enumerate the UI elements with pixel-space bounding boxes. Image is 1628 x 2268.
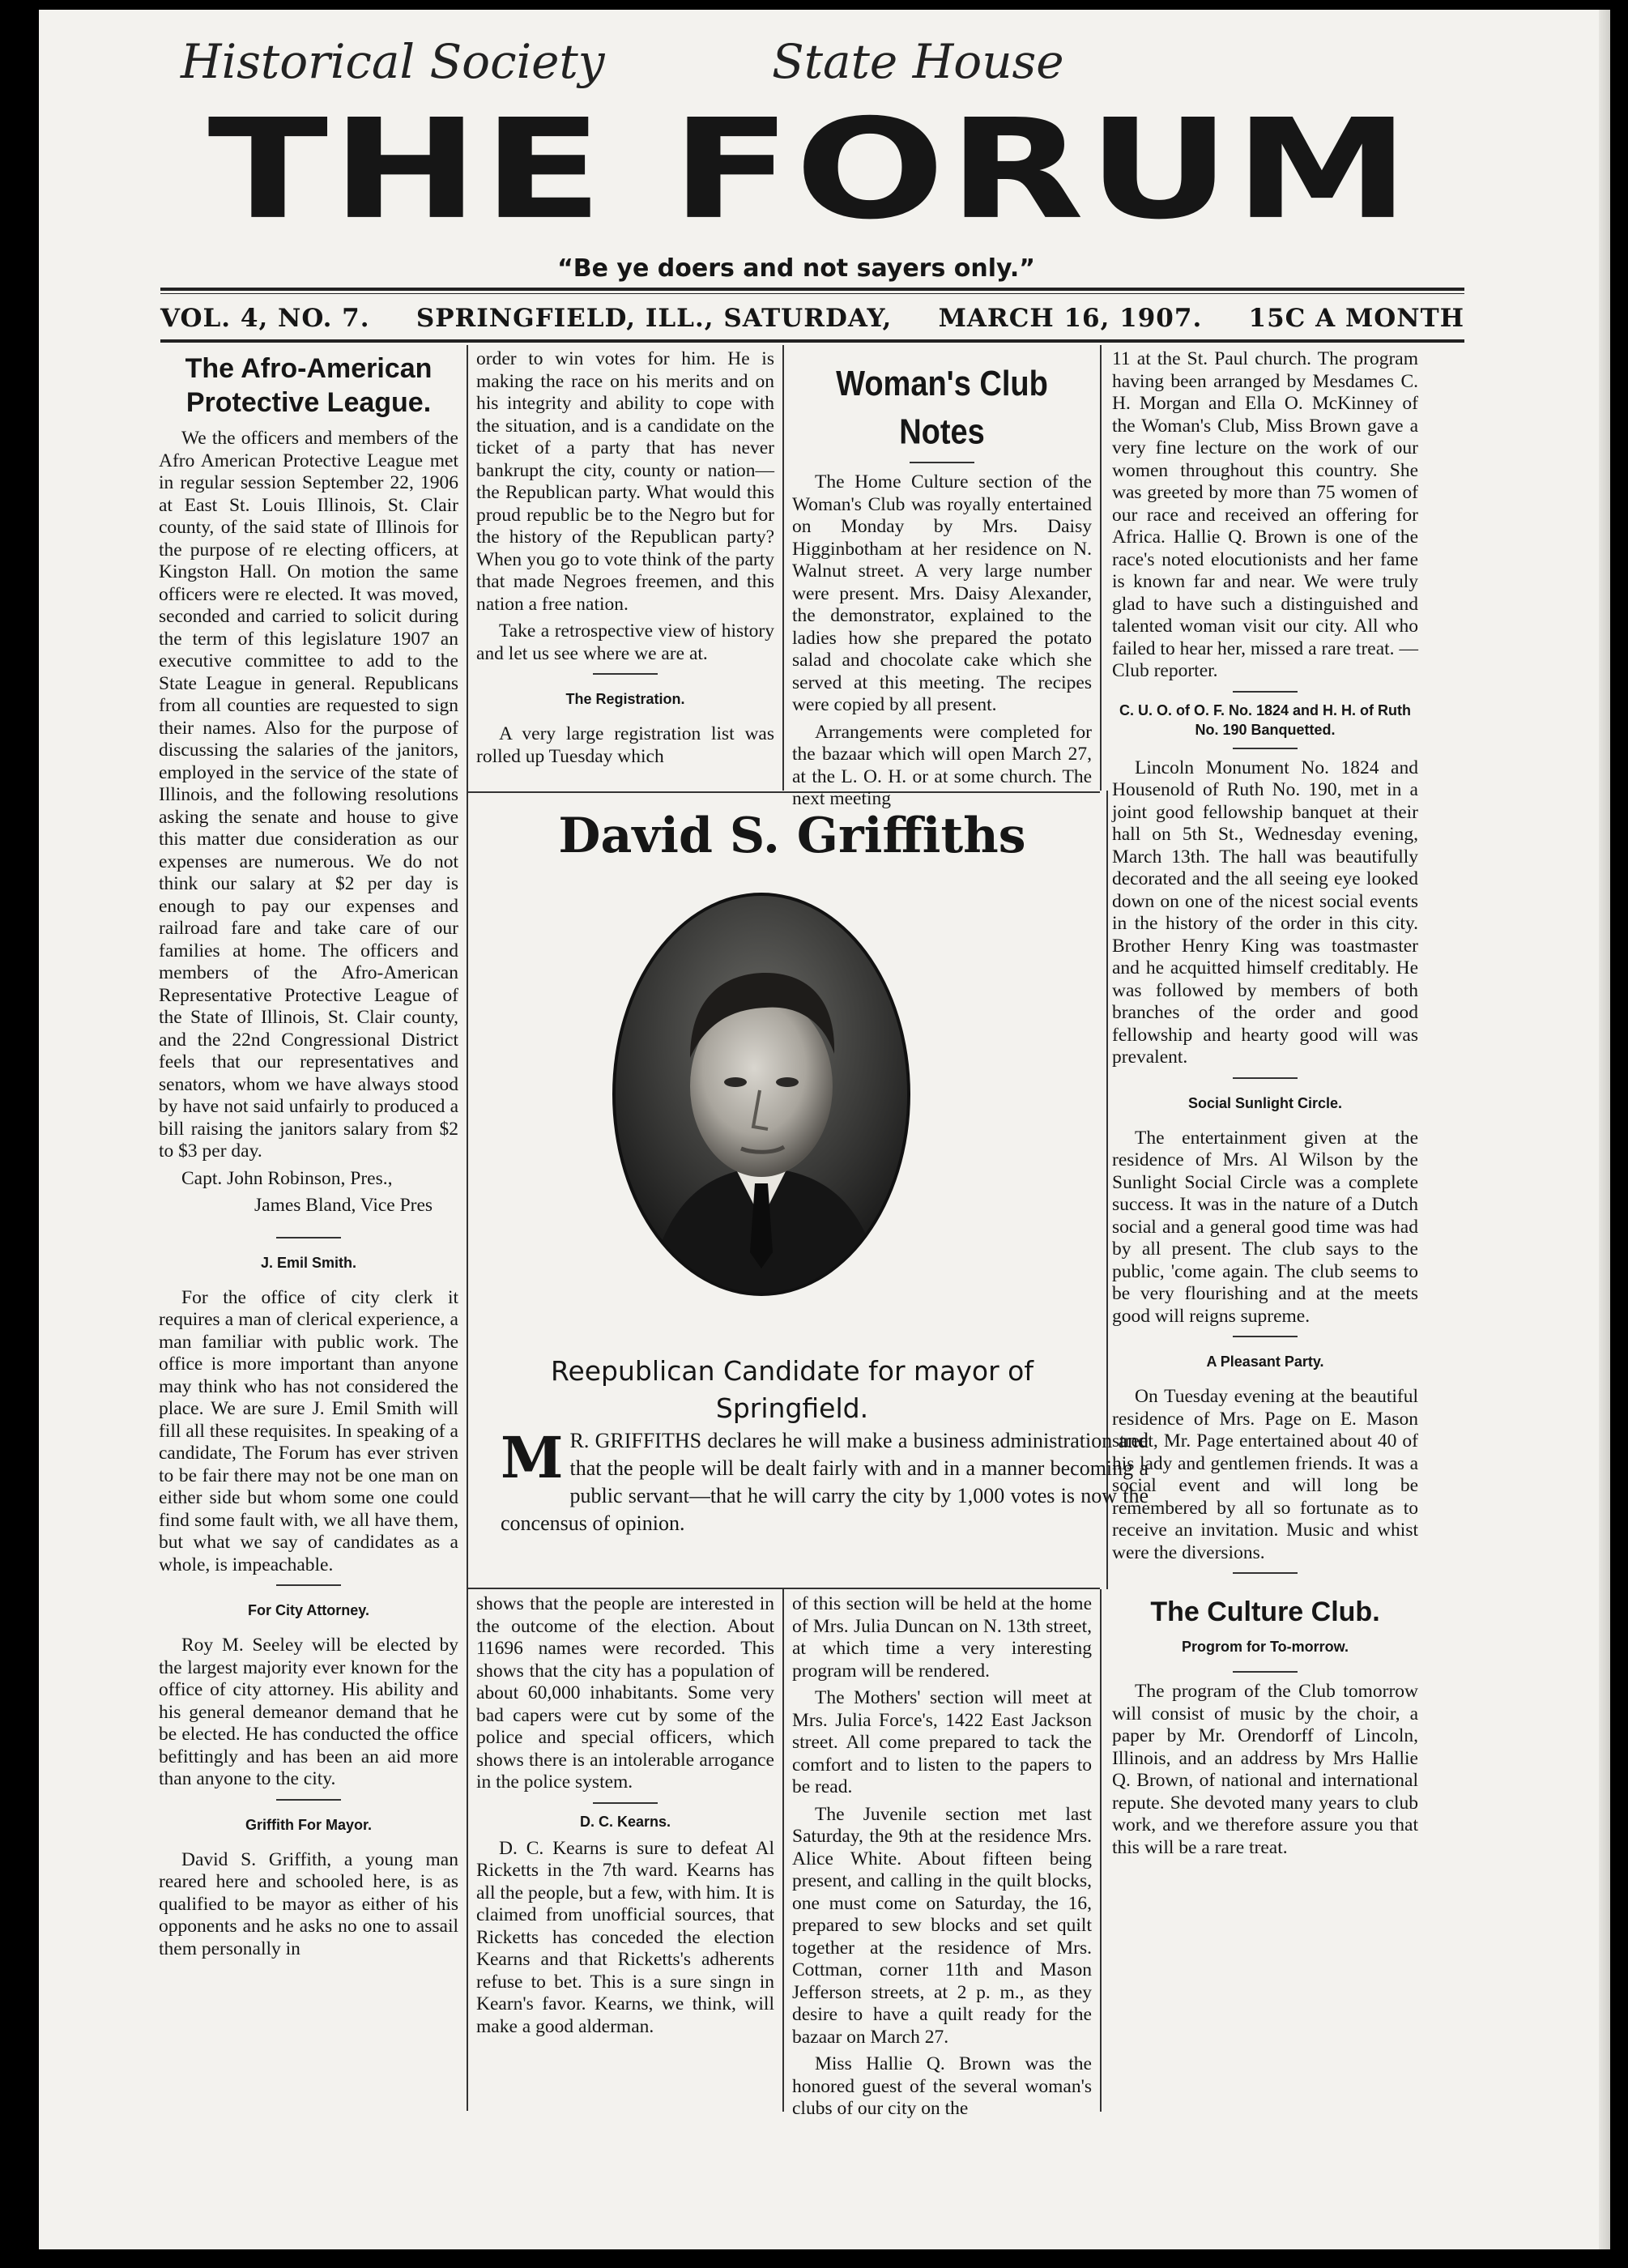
- smith-headline: J. Emil Smith.: [260, 1254, 357, 1271]
- party-article-text: On Tuesday evening at the beautiful residence of Mrs. Page on E. Mason street, Mr. Page entertained about 40 of his lady and gentlemen friends. It was a social event and will long be remembered by all so fortunate as to receive an invitation. Music and whist were the diversions.: [1112, 1386, 1418, 1563]
- league-article-text: We the officers and members of the Afro American Protective League met in regular session September 22, 1906 at East St. Louis Illinois, St. Clair county, of the said state of Illinois for the purpose of re electing officers, at Kingston Hall. On motion the same officers were re elected. It was moved, seconded and carried to solicit during the term of this legislature 1907 an executive committee to add to the State League in general. Republicans from all counties are requested to sign their names. Also for the purpose of discussing the salaries of the janitors, employed in the service of the state of Illinois, and the following resolutions asking the senate and house to give this matter due consideration as our expenses are numerous. We do not think our salary at $2 per day is enough to pay our expenses and railroad fare and take care of our families at home. The officers and members of the Afro-American Representative Protective League of the State of Illinois, St. Clair county, and the 22nd Congressional District feels that our representatives and senators, whom we have always stood by have not said unfairly to produced a bill raising the janitors salary from $2 to $3 per day.: [159, 428, 458, 1162]
- drop-cap: M: [501, 1424, 564, 1491]
- page-edge: [1599, 10, 1610, 2249]
- candidate-portrait: [612, 893, 910, 1296]
- masthead-rule-top: [160, 288, 1464, 291]
- column-4: [1112, 348, 1418, 1864]
- newspaper-page: [39, 10, 1610, 2249]
- retrospective-text: Take a retrospective view of history and let us see where we are at.: [476, 620, 774, 664]
- column-rule-3-bottom: [1100, 1589, 1102, 2112]
- masthead-rule-thin: [160, 293, 1464, 294]
- league-headline: The Afro-American Protective League.: [185, 353, 433, 418]
- column-2-top: [476, 348, 774, 773]
- masthead-title: THE FORUM: [207, 90, 1413, 250]
- column-3-bottom: [792, 1593, 1092, 2125]
- club-lecture-text: 11 at the St. Paul church. The program having been arranged by Mesdames C. H. Morgan and Ella O. McKinney of the Woman's Club, Miss Brown gave a very fine lecture on the work of our women throughout this country. She was greeted by more than 75 women of our race and received an offering for Africa. Hallie Q. Brown is one of the race's noted elocutionists and her fame is known far and near. We were truly glad to have such a distinguished and talented woman visit our city. All who failed to hear her, missed a rare treat. —Club reporter.: [1112, 348, 1418, 681]
- portrait-caption: Reepublican Candidate for mayor of Springfield.: [551, 1355, 1033, 1424]
- feature-story: [501, 1424, 1149, 1537]
- masthead-motto: “Be ye doers and not sayers only.”: [557, 254, 1035, 283]
- divider: [1233, 1336, 1298, 1337]
- column-1: [159, 348, 458, 1965]
- registration-headline: The Registration.: [565, 691, 685, 707]
- mothers-section-text: The Mothers' section will meet at Mrs. Julia Force's, 1422 East Jackson street. All come prepared to tack the comfort and to listen to the papers to be read.: [792, 1687, 1092, 1797]
- culture-club-subheadline: Progrom for To-morrow.: [1182, 1639, 1349, 1655]
- price: 15C A MONTH: [1248, 304, 1464, 333]
- sunlight-headline: Social Sunlight Circle.: [1187, 1094, 1343, 1111]
- juvenile-section-text: The Juvenile section met last Saturday, the 9th at the residence Mrs. Alice White. About fifteen being present, and calling in the quilt blocks, one must come on Saturday, the 16, prepared to sew blocks and set quilt together at the residence of Mrs. Cottman, corner 11th and Mason Jefferson streets, at 2 p. m., as they desire to have a quilt ready for the bazaar on March 27.: [792, 1803, 1092, 2048]
- column-3-top: [792, 348, 1092, 816]
- griffith-article-text: David S. Griffith, a young man reared here and schooled here, is as qualified to be mayor as either of his opponents and he asks no one to assail them personally in: [159, 1848, 458, 1959]
- cuo-article-text: Lincoln Monument No. 1824 and Housenold of Ruth No. 190, met in a joint good fellowship banquet at their hall on 5th St., Wednesday evening, March 13th. The hall was beautifully decorated and the all seeing eye looked down on one of the nicest social events in the history of the order in this city. Brother Henry King was toastmaster and he acquitted himself creditably. He was followed by members of both branches of the order and good fellowship and hearty good will was prevalent.: [1112, 757, 1418, 1068]
- handwritten-note-left: Historical Society: [181, 34, 605, 89]
- dateline-rule: [160, 339, 1464, 343]
- divider: [1233, 1572, 1298, 1574]
- kearns-article-text: D. C. Kearns is sure to defeat Al Ricketts in the 7th ward. Kearns has all the people, but a few, with him. It is claimed from unofficial sources, that Ricketts has conceded the election Kearns and that Ricketts's adherents refuse to bet. This is a sure singn in Kearn's favor. Kearns, we think, will make a good alderman.: [476, 1837, 774, 2037]
- issue-date: MARCH 16, 1907.: [938, 304, 1203, 333]
- womans-club-headline: Woman's Club Notes: [836, 364, 1048, 453]
- column-rule-2-bottom: [782, 1589, 784, 2112]
- column-2-bottom: [476, 1593, 774, 2043]
- feature-story-text: R. GRIFFITHS declares he will make a business administration and that the people will be dealt fairly with and in a manner becoming a public servant—that he will carry the city by 1,000 votes is now the concensus of opinion.: [501, 1429, 1149, 1535]
- registration-continued-text: shows that the people are interested in the outcome of the election. About 11696 names were recorded. This shows that the city has a population of about 60,000 inhabitants. Some very bad capers were cut by some of the police and special officers, which shows there is an intolerable arrogance in the police system.: [476, 1593, 774, 1793]
- griffith-continued-text: order to win votes for him. He is making the race on his merits and on his integrity and ability to cope with the situation, and is a candidate on the ticket of a party that has never bankrupt the city, county or nation—the Republican party. What would this proud republic be to the Negro but for the history of the Republican party? When you go to vote think of the party that made Negroes freemen, and this nation a free nation.: [476, 348, 774, 615]
- handwritten-note-right: State House: [772, 34, 1064, 89]
- divider: [276, 1237, 341, 1238]
- attorney-article-text: Roy M. Seeley will be elected by the largest majority ever known for the office of city attorney. His ability and his general demeanor demand that he be elected. He has conducted the office befittingly and has been an aid more than anyone to the city.: [159, 1635, 458, 1789]
- culture-club-headline: The Culture Club.: [1150, 1597, 1380, 1627]
- divider: [1233, 1077, 1298, 1079]
- divider: [276, 1584, 341, 1586]
- smith-article-text: For the office of city clerk it requires a man of clerical experience, a man familiar with public work. The office is more important than anyone may think who has not considered the place. We are sure J. Emil Smith will fill all these requisites. In speaking of a candidate, The Forum has ever striven to be fair there may not be one man on either side but whom some one could find some fault with, we all have them, but what we say of candidates as a whole, is impeachable.: [159, 1286, 458, 1575]
- divider: [1233, 1671, 1298, 1673]
- place-day: SPRINGFIELD, ILL., SATURDAY,: [416, 304, 893, 333]
- portrait-photo: [616, 896, 907, 1293]
- culture-club-text: The program of the Club tomorrow will consist of music by the choir, a paper by Mr. Orendorff of Lincoln, Illinois, and an address by Mrs Hallie Q. Brown, of national and international repute. She devoted many years to club work, and we therefore assure you that this will be a rare treat.: [1112, 1681, 1418, 1858]
- attorney-headline: For City Attorney.: [247, 1602, 369, 1618]
- divider: [910, 462, 974, 463]
- volume-number: VOL. 4, NO. 7.: [160, 304, 370, 333]
- column-rule-2-top: [782, 345, 784, 791]
- hallie-brown-text: Miss Hallie Q. Brown was the honored guest of the several woman's clubs of our city on the: [792, 2053, 1092, 2119]
- griffith-headline: Griffith For Mayor.: [245, 1816, 372, 1833]
- dateline: [160, 304, 1464, 333]
- sunlight-article-text: The entertainment given at the residence of Mrs. Al Wilson by the Sunlight Social Circle was a complete success. It was in the nature of a Dutch social and a general good time was had by all present. The club says to the public, 'come again. The club seems to be very flourishing and at the meets good will reigns supreme.: [1112, 1127, 1418, 1327]
- divider: [276, 1799, 341, 1801]
- column-rule-1: [467, 345, 468, 2111]
- column-rule-3-top: [1100, 345, 1102, 791]
- feature-headline: David S. Griffiths: [558, 808, 1026, 864]
- party-headline: A Pleasant Party.: [1206, 1354, 1324, 1370]
- bazaar-text: Arrangements were completed for the bazaar which will open March 27, at the L. O. H. or at some church. The next meeting: [792, 721, 1092, 809]
- meeting-continued-text: of this section will be held at the home of Mrs. Julia Duncan on N. 13th street, at which time a very interesting program will be rendered.: [792, 1593, 1092, 1682]
- feature-rule-bottom: [468, 1588, 1100, 1589]
- divider: [1233, 691, 1298, 693]
- league-signature-president: Capt. John Robinson, Pres.,: [181, 1167, 393, 1189]
- divider: [593, 673, 658, 675]
- divider: [1233, 748, 1298, 749]
- cuo-headline: C. U. O. of O. F. No. 1824 and H. H. of Ruth No. 190 Banquetted.: [1119, 701, 1412, 738]
- registration-text: A very large registration list was rolled up Tuesday which: [476, 723, 774, 767]
- home-culture-text: The Home Culture section of the Woman's Club was royally entertained on Monday by Mrs. Daisy Higginbotham at her residence on N. Walnut street. A very large number were present. Mrs. Daisy Alexander, the demonstrator, explained to the ladies how she prepared the potato salad and chocolate cake which she served at this meeting. The recipes were copied by all present.: [792, 471, 1092, 715]
- kearns-headline: D. C. Kearns.: [579, 1813, 671, 1830]
- league-signature-vice-president: James Bland, Vice Pres: [254, 1195, 433, 1216]
- divider: [593, 1802, 658, 1804]
